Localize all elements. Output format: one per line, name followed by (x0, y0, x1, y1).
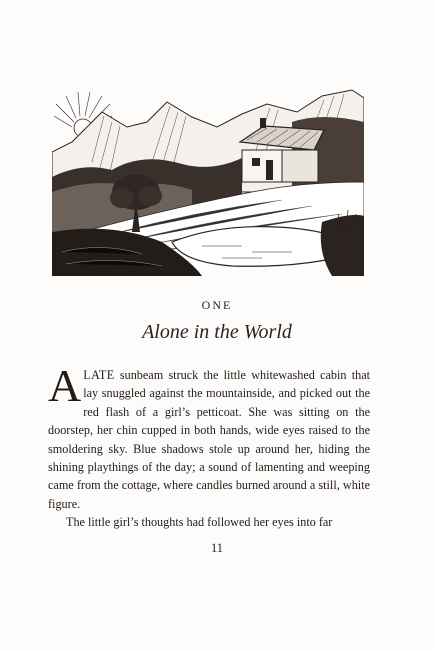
chapter-title: Alone in the World (142, 321, 292, 343)
chapter-illustration-landscape (52, 82, 364, 276)
chapter-number: ONE (201, 298, 233, 312)
paragraph (48, 360, 370, 513)
paragraph: The little girl’s thoughts had followed her eyes into far (66, 515, 333, 530)
lead-small-caps: LATE (83, 368, 115, 382)
page-number: 11 (210, 541, 224, 555)
paragraph-text: sunbeam struck the little whitewashed cabin that lay snuggled against the mountainside, and picked out the red flash of a girl’s petticoat. She was sitting on the doorstep, her chin cupped in both hands, wide eyes raised to the smoldering sky. Blue shadows stole up around her, hiding the shining playthings of the day; a sound of lamenting and weeping came from the cottage, where candles burned around a still, white figure. (48, 368, 370, 511)
body-text (48, 360, 370, 532)
drop-cap: A (48, 360, 82, 411)
